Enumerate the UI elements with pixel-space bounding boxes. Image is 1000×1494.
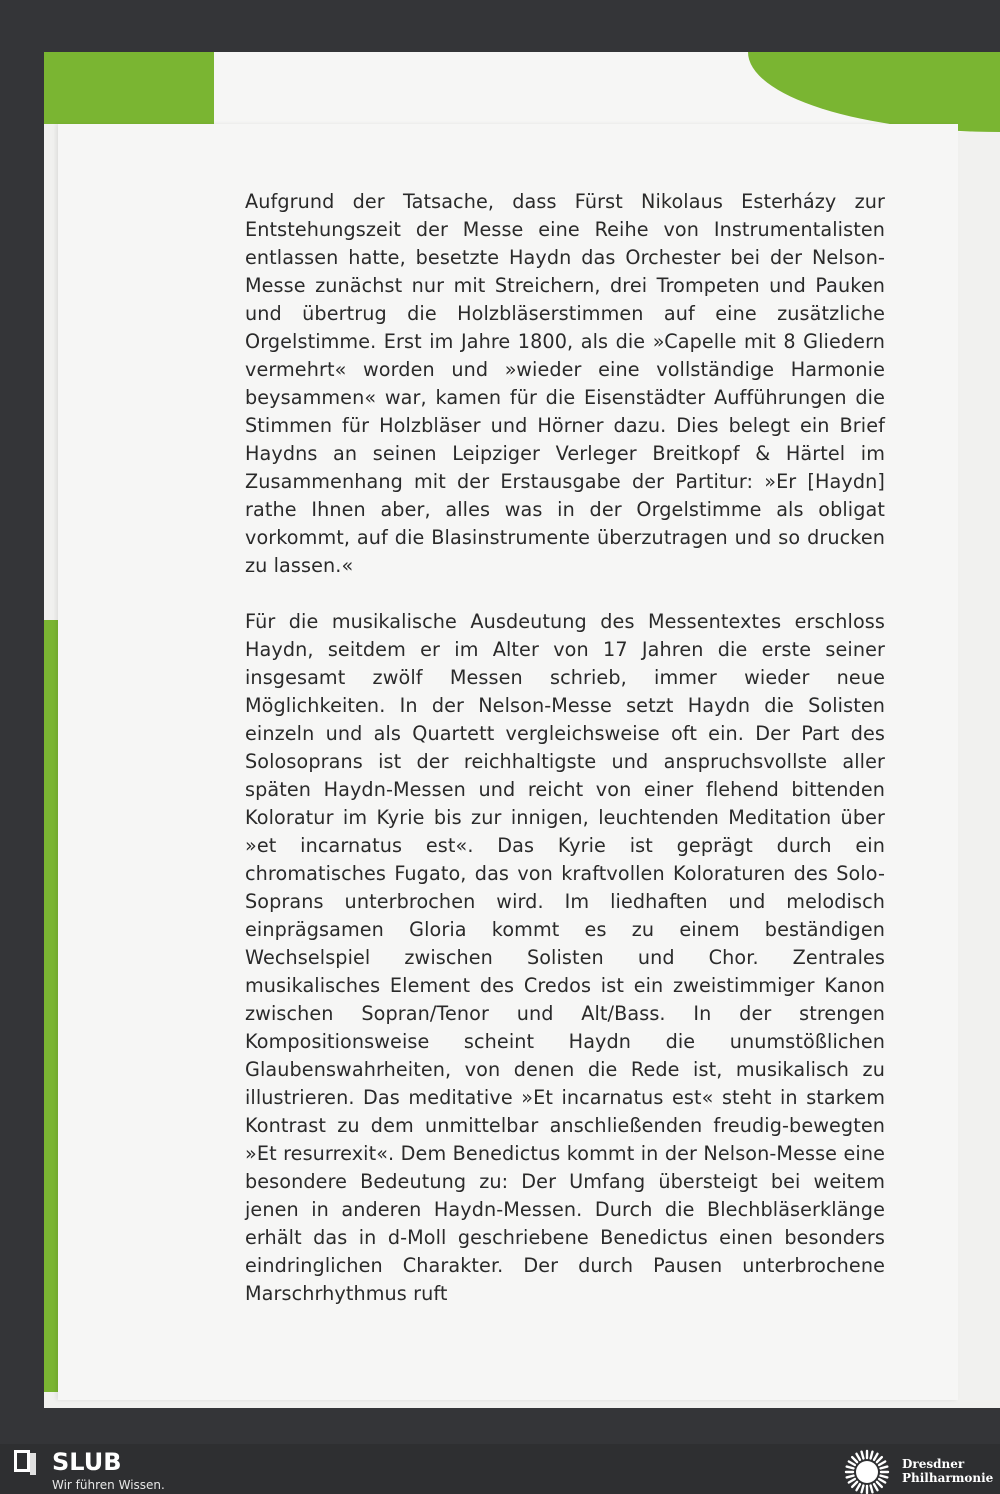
logo-ray (849, 1479, 855, 1483)
logo-ray (862, 1452, 864, 1459)
logo-ray (881, 1467, 888, 1469)
logo-ray (874, 1484, 878, 1490)
green-header-strip (44, 52, 214, 124)
logo-ray (874, 1454, 878, 1460)
logo-ray (849, 1462, 855, 1466)
partner-name-line2: Philharmonie (902, 1471, 994, 1485)
logo-ray (877, 1482, 882, 1487)
partner-name-line1: Dresdner (902, 1457, 965, 1471)
philharmonie-logo-icon (840, 1446, 894, 1494)
paragraph-1: Aufgrund der Tatsache, dass Fürst Nikolaus Esterházy zur Entstehungszeit der Messe eine Reihe von Instrumentalisten entlassen hatte, besetzte Haydn das Orchester bei der Nelson-Messe zunächst nur mit Streichern, drei Trompeten und Pauken und übertrug die Holzbläserstimmen auf eine zusätzliche Orgelstimme. Erst im Jahre 1800, als die »Capelle mit 8 Gliedern vermehrt« worden und »wieder eine vollständige Harmonie beysammen« war, kamen für die Eisenstädter Aufführungen die Stimmen für Holzbläser und Hörner dazu. Dies belegt ein Brief Haydns an seinen Leipziger Verleger Breitkopf & Härtel im Zusammenhang mit der Erstausgabe der Partitur: »Er [Haydn] rathe Ihnen aber, alles was in der Orgelstimme als obligat vorkommt, auf die Blasinstrumente überzutragen und so drucken zu lassen.« (245, 190, 885, 577)
slub-logo-icon (12, 1447, 40, 1477)
paragraph-2: Für die musikalische Ausdeutung des Messentextes erschloss Haydn, seitdem er im Alter von 17 Jahren die erste seiner insgesamt zwölf Messen schrieb, immer wieder neue Möglichkeiten. In der Nelson-Messe setzt Haydn die Solisten einzeln und als Quartett vergleichsweise oft ein. Der Part des Solosoprans ist der reichhaltigste und anspruchsvollste aller späten Haydn-Messen und reicht von einer flehend bittenden Koloratur im Kyrie bis zur innigen, leuchtenden Meditation über »et incarnatus est«. Das Kyrie ist geprägt durch ein chromatisches Fugato, das von kraftvollen Koloraturen des Solo-Soprans unterbrochen wird. Im liedhaften und melodisch einprägsamen Gloria kommt es zu einem beständigen Wechselspiel zwischen Solisten und Chor. Zentrales musikalisches Element des Credos ist ein zweistimmiger Kanon zwischen Sopran/Tenor und Alt/Bass. In der strengen Kompositionsweise scheint Haydn die unumstößlichen Glaubenswahrheiten, von denen die Rede ist, musikalisch zu illustrieren. Das meditative »Et incarnatus est« steht in starkem Kontrast zu dem unmittelbar anschließenden freudig-bewegten »Et resurrexit«. Dem Benedictus kommt in der Nelson-Messe eine besondere Bedeutung zu: Der Umfang übersteigt bei weitem jenen in anderen Haydn-Messen. Durch die Blechbläserklänge erhält das in d-Moll geschriebene Benedictus einen besonders eindringlichen Charakter. Der durch Pausen unterbrochene Marschrhythmus ruft (245, 610, 885, 1305)
library-name: SLUB (52, 1448, 122, 1476)
logo-ray (879, 1479, 885, 1483)
logo-ray (857, 1484, 861, 1490)
logo-ray (847, 1476, 854, 1478)
partner-name (902, 1457, 993, 1485)
logo-ray (862, 1486, 864, 1493)
logo-ray (879, 1462, 885, 1466)
logo-ray (877, 1457, 882, 1462)
logo-ray (871, 1486, 873, 1493)
logo-ray (881, 1476, 888, 1478)
logo-ray (852, 1457, 857, 1462)
logo-ray (857, 1454, 861, 1460)
green-edge-strip (44, 620, 58, 1392)
library-tagline: Wir führen Wissen. (52, 1478, 165, 1492)
body-text (245, 188, 885, 1308)
logo-ray (852, 1482, 857, 1487)
logo-ray (847, 1467, 854, 1469)
logo-ray (871, 1452, 873, 1459)
